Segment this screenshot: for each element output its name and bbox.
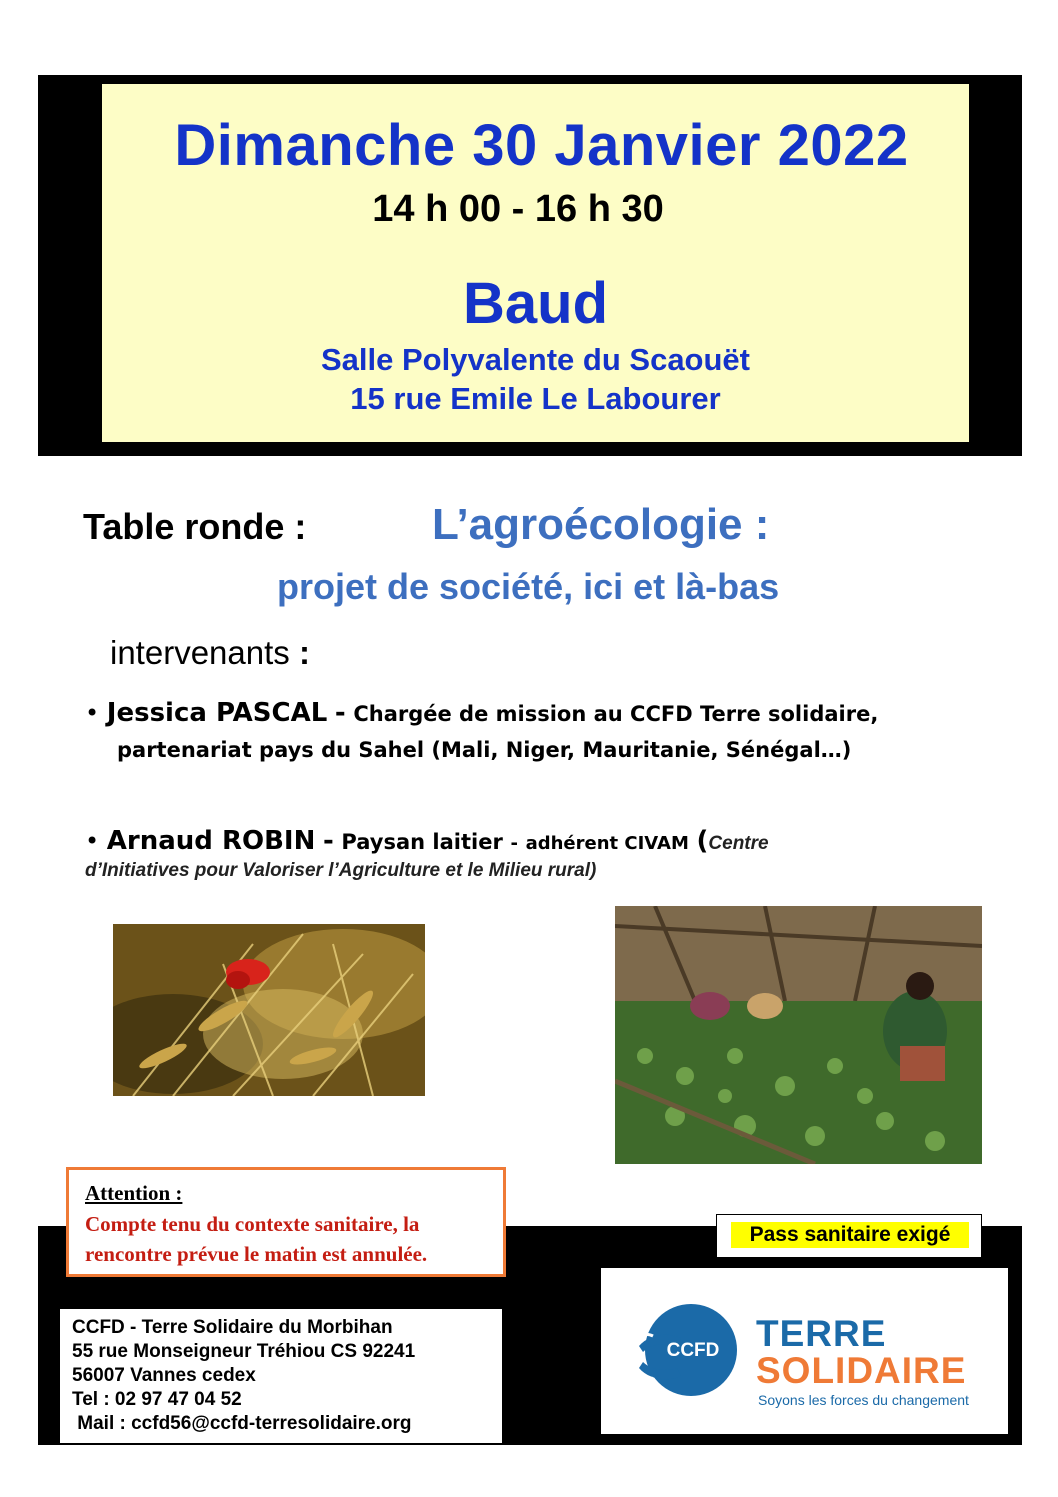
attention-message	[85, 1209, 427, 1269]
speaker-role: Paysan laitier	[341, 830, 503, 854]
speaker-note-end: d’Initiatives pour Valoriser l’Agriculture et le Milieu rural)	[85, 860, 597, 881]
paren-open: (	[696, 826, 709, 856]
speakers-heading	[110, 634, 310, 672]
event-city: Baud	[463, 271, 608, 336]
speaker-affiliation: adhérent CIVAM	[525, 833, 689, 854]
event-address: 15 rue Emile Le Labourer	[350, 381, 721, 416]
contact-city: 56007 Vannes cedex	[72, 1365, 256, 1386]
attention-title: Attention :	[85, 1181, 183, 1205]
topic-label: Table ronde :	[83, 506, 307, 547]
ccfd-hands-icon	[629, 1294, 749, 1406]
contact-mail[interactable]: Mail : ccfd56@ccfd-terresolidaire.org	[72, 1413, 412, 1434]
speakers-heading-colon: :	[298, 634, 310, 671]
speaker-item	[85, 826, 885, 882]
contact-org: CCFD - Terre Solidaire du Morbihan	[72, 1317, 393, 1338]
speaker-role: Chargée de mission au CCFD Terre solidaire,	[353, 702, 879, 726]
speaker-note-start: Centre	[708, 833, 769, 854]
attention-line: rencontre prévue le matin est annulée.	[85, 1242, 428, 1266]
ccfd-logo	[601, 1268, 1008, 1434]
separator: -	[322, 826, 334, 856]
pass-text: Pass sanitaire exigé	[731, 1222, 969, 1248]
speaker-name: Jessica PASCAL	[106, 698, 328, 728]
logo-terre: TERRE	[756, 1313, 887, 1354]
event-date: Dimanche 30 Janvier 2022	[174, 113, 909, 178]
topic-title: L’agroécologie :	[432, 500, 770, 549]
logo-ccfd-text: CCFD	[666, 1340, 720, 1361]
contact-box	[60, 1309, 502, 1443]
logo-solidaire: SOLIDAIRE	[756, 1350, 967, 1391]
topic-subtitle: projet de société, ici et là-bas	[277, 566, 780, 607]
contact-street: 55 rue Monseigneur Tréhiou CS 92241	[72, 1341, 416, 1362]
attention-line: Compte tenu du contexte sanitaire, la	[85, 1212, 420, 1236]
event-venue: Salle Polyvalente du Scaouët	[321, 342, 750, 377]
wheat-photo-art	[113, 924, 425, 1096]
attention-notice	[66, 1167, 506, 1277]
speakers-heading-text: intervenants	[110, 634, 290, 671]
separator: -	[510, 833, 518, 854]
event-time: 14 h 00 - 16 h 30	[372, 188, 664, 230]
speaker-item	[85, 698, 878, 762]
wheat-poppy-photo	[113, 924, 425, 1096]
separator: -	[334, 698, 346, 728]
farm-nursery-photo	[615, 906, 982, 1164]
event-info-box	[102, 84, 969, 442]
pass-notice	[716, 1214, 982, 1258]
logo-tagline: Soyons les forces du changement	[758, 1392, 969, 1408]
speaker-name: Arnaud ROBIN	[106, 826, 316, 856]
farm-photo-art	[615, 906, 982, 1164]
bullet: •	[85, 699, 100, 727]
bullet: •	[85, 827, 100, 855]
contact-tel: Tel : 02 97 47 04 52	[72, 1389, 242, 1410]
speaker-role-continued: partenariat pays du Sahel (Mali, Niger, Mauritanie, Sénégal…)	[117, 738, 852, 762]
